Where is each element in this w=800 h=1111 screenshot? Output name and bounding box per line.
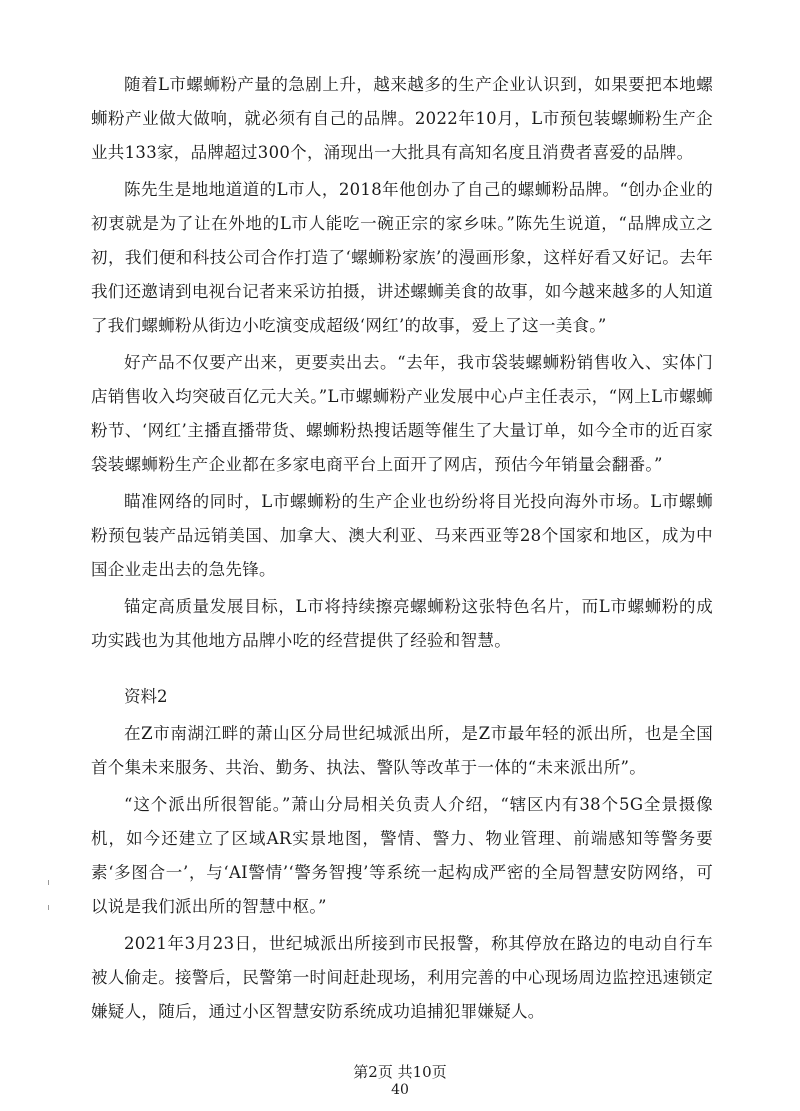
paragraph: 随着L市螺蛳粉产量的急剧上升，越来越多的生产企业认识到，如果要把本地螺蛳粉产业做大做响，就必须有自己的品牌。2022年10月，L市预包装螺蛳粉生产企业共133家，品牌超过300个，涌现出一大批具有高知名度且消费者喜爱的品牌。 xyxy=(91,75,713,162)
section-heading: 资料2 xyxy=(124,687,168,706)
paragraph: 瞄准网络的同时，L市螺蛳粉的生产企业也纷纷将目光投向海外市场。L市螺蛳粉预包装产品远销美国、加拿大、澳大利亚、马来西亚等28个国家和地区，成为中国企业走出去的急先锋。 xyxy=(91,492,713,579)
page-number-label: 第2页 共10页 xyxy=(353,1063,447,1081)
paragraph: 2021年3月23日，世纪城派出所接到市民报警，称其停放在路边的电动自行车被人偷走。接警后，民警第一时间赶赴现场，利用完善的中心现场周边监控迅速锁定嫌疑人，随后，通过小区智慧安防系统成功追捕犯罪嫌疑人。 xyxy=(91,934,713,1021)
sheet-number: 40 xyxy=(391,1082,409,1098)
scan-mark xyxy=(48,905,49,910)
paragraph: 好产品不仅要产出来，更要卖出去。“去年，我市袋装螺蛳粉销售收入、实体门店销售收入均突破百亿元大关。”L市螺蛳粉产业发展中心卢主任表示，“网上L市螺蛳粉节、‘网红’主播直播带货、螺蛳粉热搜话题等催生了大量订单，如今全市的近百家袋装螺蛳粉生产企业都在多家电商平台上面开了网店，预估今年销量会翻番。” xyxy=(91,353,713,474)
paragraph: 陈先生是地地道道的L市人，2018年他创办了自己的螺蛳粉品牌。“创办企业的初衷就是为了让在外地的L市人能吃一碗正宗的家乡味。”陈先生说道，“品牌成立之初，我们便和科技公司合作打造了‘螺蛳粉家族’的漫画形象，这样好看又好记。去年我们还邀请到电视台记者来采访拍摄，讲述螺蛳美食的故事，如今越来越多的人知道了我们螺蛳粉从街边小吃演变成超级‘网红’的故事，爱上了这一美食。” xyxy=(91,180,713,335)
paragraph: 在Z市南湖江畔的萧山区分局世纪城派出所，是Z市最年轻的派出所，也是全国首个集未来服务、共治、勤务、执法、警队等改革于一体的“未来派出所”。 xyxy=(91,724,713,777)
scan-mark xyxy=(48,880,49,885)
paragraph: “这个派出所很智能。”萧山分局相关负责人介绍，“辖区内有38个5G全景摄像机，如今还建立了区域AR实景地图，警情、警力、物业管理、前端感知等警务要素‘多图合一’，与‘AI警情’‘警务智搜’等系统一起构成严密的全局智慧安防网络，可以说是我们派出所的智慧中枢。” xyxy=(91,795,713,916)
paragraph: 锚定高质量发展目标，L市将持续擦亮螺蛳粉这张特色名片，而L市螺蛳粉的成功实践也为其他地方品牌小吃的经营提供了经验和智慧。 xyxy=(91,597,713,650)
document-body xyxy=(91,68,713,1032)
